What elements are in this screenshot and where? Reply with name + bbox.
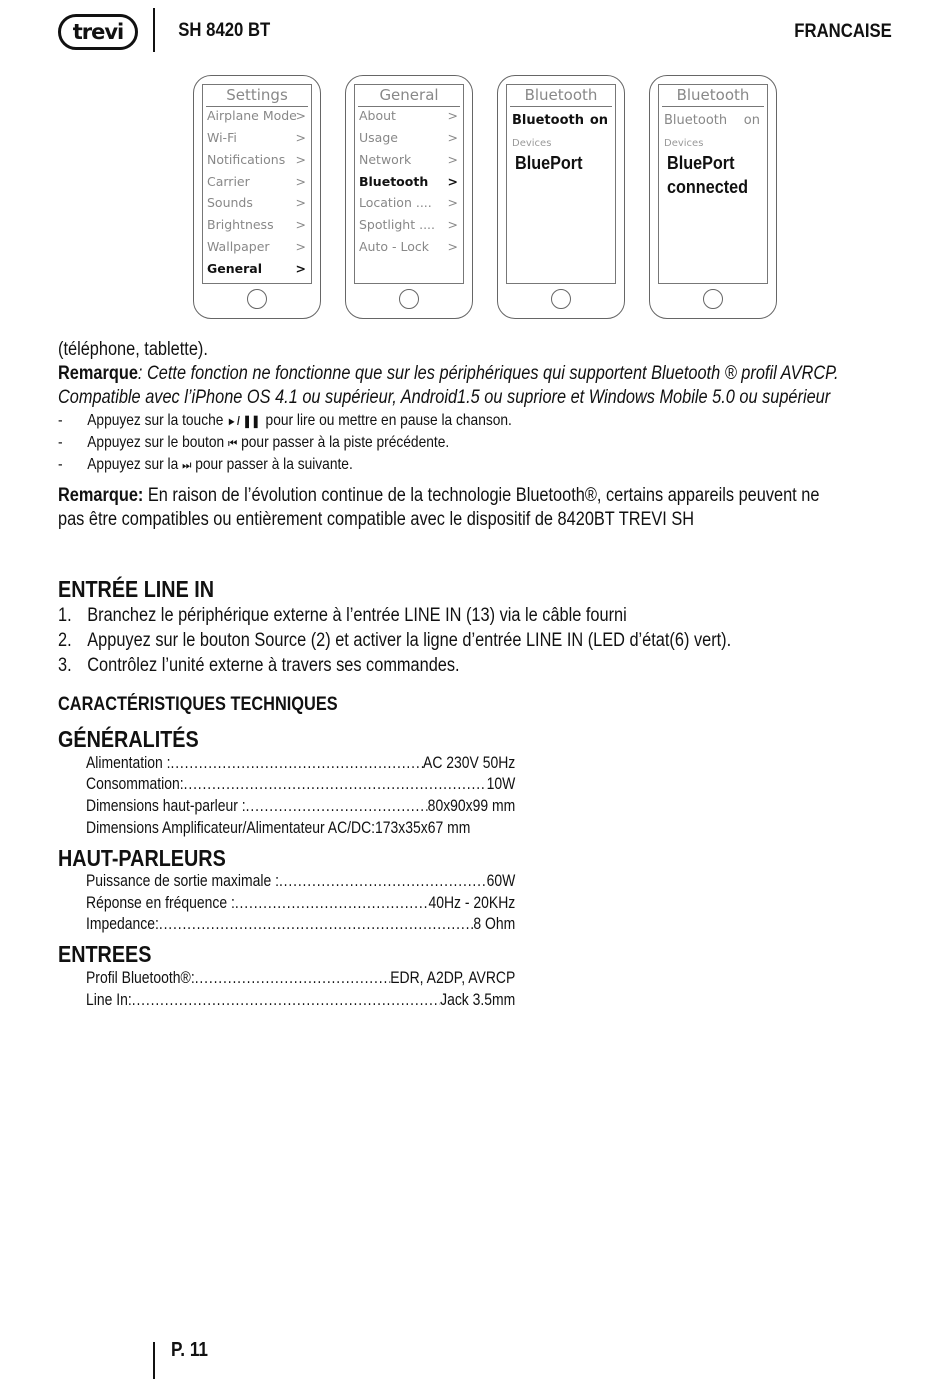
menu-item-brightness[interactable]: Brightness > [207,217,306,232]
bluetooth-toggle-row[interactable]: Bluetooth on [664,113,760,128]
screen-title: Bluetooth [524,86,598,104]
home-button[interactable] [703,289,723,309]
bullet-next: - Appuyez sur la ⏭ pour passer à la suivante. [58,456,353,473]
menu-item-carrier[interactable]: Carrier > [207,174,306,189]
title-divider [662,106,764,107]
chevron-right-icon: > [447,152,458,167]
chevron-right-icon: > [295,195,306,210]
trevi-logo: trevi [58,14,138,50]
chevron-right-icon: > [447,195,458,210]
bluetooth-toggle-row[interactable]: Bluetooth on [512,113,608,128]
screen-title: Bluetooth [676,86,750,104]
phone-bluetooth [497,75,625,319]
line-in-step: 2. Appuyez sur le bouton Source (2) et activer la ligne d’entrée LINE IN (LED d’état(6) vert). [58,630,732,651]
menu-item-wallpaper[interactable]: Wallpaper > [207,239,306,254]
skip-back-icon: ⏮ [227,436,238,450]
spec-row: Profil Bluetooth®: ..... EDR, A2DP, AVRCP [86,968,515,989]
spec-row: Réponse en fréquence : ..... 40Hz - 20KHz [86,893,515,914]
spec-row: Dimensions haut-parleur : ..... 80x90x99 mm [86,796,515,817]
menu-item-general[interactable]: General > [207,261,306,276]
menu-item-wifi[interactable]: Wi-Fi > [207,130,306,145]
model-name: SH 8420 BT [178,20,271,41]
chevron-right-icon: > [295,174,306,189]
phone-bluetooth-connected [649,75,777,319]
header-divider [153,8,155,52]
home-button[interactable] [399,289,419,309]
menu-item-location[interactable]: Location .... > [359,195,458,210]
menu-item-about[interactable]: About > [359,108,458,123]
line-in-step: 1. Branchez le périphérique externe à l’entrée LINE IN (13) via le câble fourni [58,605,627,626]
phone-general [345,75,473,319]
device-name[interactable]: BluePort connected [667,153,749,197]
phone-screen [506,84,616,284]
section-title: GÉNÉRALITÉS [58,726,199,752]
screen-title: Settings [226,86,288,104]
spec-row: Line In: ..... Jack 3.5mm [86,990,515,1011]
menu-item-notifications[interactable]: Notifications > [207,152,306,167]
chevron-right-icon: > [295,217,306,232]
note-2: Remarque: En raison de l’évolution continue de la technologie Bluetooth®, certains appareils peuvent ne [58,485,820,506]
phone-screen [202,84,312,284]
spec-row: Dimensions Amplificateur/Alimentateur AC/DC:173x35x67 mm [86,819,471,837]
note-1-label: Remarque [58,363,138,384]
note-1-line-2: Compatible avec l’iPhone OS 4.1 ou supérieur, Android1.5 ou supriore et Windows Mobile 5.0 ou supérieur [58,387,831,408]
note-1: Remarque: Cette fonction ne fonctionne que sur les périphériques qui supportent Bluetooth ® profil AVRCP. [58,363,839,384]
specs-heading: CARACTÉRISTIQUES TECHNIQUES [58,694,338,715]
phone-screen [354,84,464,284]
devices-label: Devices [512,138,552,149]
home-button[interactable] [247,289,267,309]
line-in-heading: ENTRÉE LINE IN [58,576,215,602]
spec-row: Consommation: ..... 10W [86,774,515,795]
title-divider [510,106,612,107]
chevron-right-icon: > [295,239,306,254]
chevron-right-icon: > [295,152,306,167]
note-2-line-2: pas être compatibles ou entièrement compatible avec le dispositif de 8420BT TREVI SH [58,509,695,530]
screen-title: General [379,86,439,104]
chevron-right-icon: > [295,108,306,123]
chevron-right-icon: > [295,261,306,276]
play-pause-icon: ▸ / ❚❚ [228,414,261,428]
menu-item-auto-lock[interactable]: Auto - Lock > [359,239,458,254]
title-divider [358,106,460,107]
phone-screen [658,84,768,284]
spec-row: Puissance de sortie maximale : ..... 60W [86,871,515,892]
bullet-previous: - Appuyez sur le bouton ⏮ pour passer à la piste précédente. [58,434,450,451]
section-title: HAUT-PARLEURS [58,845,226,871]
chevron-right-icon: > [447,174,458,189]
bullet-play-pause: - Appuyez sur la touche ▸ / ❚❚ pour lire ou mettre en pause la chanson. [58,412,512,429]
menu-item-usage[interactable]: Usage > [359,130,458,145]
chevron-right-icon: > [295,130,306,145]
device-status: connected [667,177,749,197]
title-divider [206,106,308,107]
menu-item-spotlight[interactable]: Spotlight .... > [359,217,458,232]
menu-item-bluetooth[interactable]: Bluetooth > [359,174,458,189]
skip-forward-icon: ⏭ [182,458,192,472]
chevron-right-icon: > [447,239,458,254]
menu-item-airplane-mode[interactable]: Airplane Mode > [207,108,306,123]
menu-item-sounds[interactable]: Sounds > [207,195,306,210]
intro-text: (téléphone, tablette). [58,339,208,360]
spec-row: Alimentation : ..... AC 230V 50Hz [86,753,515,774]
chevron-right-icon: > [447,130,458,145]
footer-divider [153,1342,155,1379]
chevron-right-icon: > [447,217,458,232]
device-name[interactable]: BluePort [515,153,583,173]
bluetooth-state: on [743,113,760,128]
section-title: ENTREES [58,941,152,967]
page-number: P. 11 [171,1339,209,1361]
phone-settings [193,75,321,319]
line-in-step: 3. Contrôlez l’unité externe à travers ses commandes. [58,655,460,676]
devices-label: Devices [664,138,704,149]
language-label: FRANCAISE [794,21,892,42]
spec-row: Impedance: ..... 8 Ohm [86,914,515,935]
chevron-right-icon: > [447,108,458,123]
home-button[interactable] [551,289,571,309]
menu-item-network[interactable]: Network > [359,152,458,167]
note-2-label: Remarque: [58,485,144,506]
bluetooth-state: on [589,113,608,128]
